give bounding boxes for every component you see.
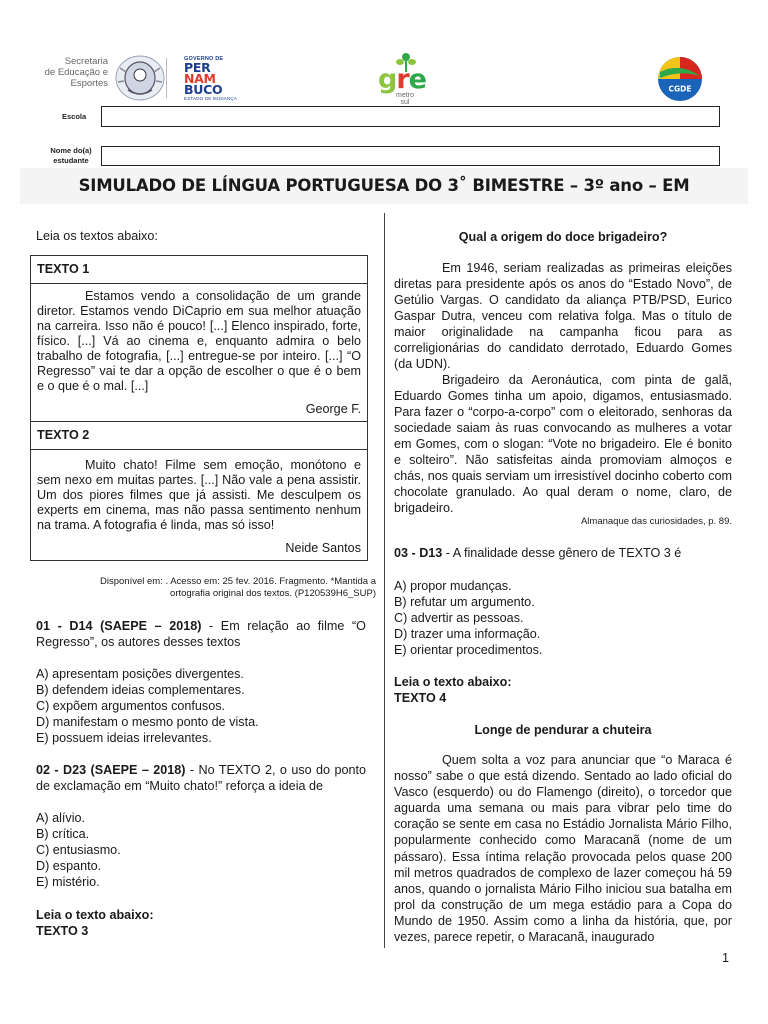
option-b[interactable]: B) defendem ideias complementares. <box>36 683 245 697</box>
question-01-stem: - Em relação ao filme “O Regresso”, os autores desses textos <box>36 619 366 649</box>
texto3-paragraph-2: Brigadeiro da Aeronáutica, com pinta de galã, Eduardo Gomes tinha um apoio, digamos, entusiasmado. Para fazer o “corpo-a-corpo” com o eleitorado, senhoras da sociedade saiam às ruas convocando as mulheres a votar em Gomes, com o slogan: “Vote no brigadeiro. Ele é bonito e solteiro”. Não satisfeitas ainda promoviam almoços e chás, nos quais serviam um irresistível docinho coberto com chocolate granulado. Ao qual deram o nome, claro, de brigadeiro. <box>394 373 732 515</box>
texto3-title: Qual a origem do doce brigadeiro? <box>458 230 668 244</box>
pe-governo-text: GOVERNO DE <box>184 56 224 62</box>
texto3-label: TEXTO 3 <box>36 924 89 938</box>
gre-letter-e: e <box>408 64 426 95</box>
cgde-logo <box>654 56 706 102</box>
option-c[interactable]: C) entusiasmo. <box>36 843 121 857</box>
option-d[interactable]: D) manifestam o mesmo ponto de vista. <box>36 715 259 729</box>
pernambuco-logo <box>184 56 246 101</box>
question-03-stem: - A finalidade desse gênero de TEXTO 3 é <box>442 546 682 560</box>
nome-estudante-field[interactable] <box>101 146 720 166</box>
texto2-heading: TEXTO 2 <box>31 421 367 450</box>
texto1-author: George F. <box>305 402 361 416</box>
seduc-logo <box>36 52 238 104</box>
gre-letter-g: g <box>378 64 397 95</box>
question-03-options <box>394 578 732 658</box>
seduc-logo-text <box>36 56 108 89</box>
option-e[interactable]: E) orientar procedimentos. <box>394 643 543 657</box>
option-e[interactable]: E) possuem ideias irrelevantes. <box>36 731 212 745</box>
seduc-line-1: Secretaria <box>64 56 108 67</box>
source-citation: Disponível em: . Acesso em: 25 fev. 2016. Fragmento. *Mantida a ortografia original dos textos. (P120539H6_SUP) <box>100 576 376 599</box>
texto4-paragraph-1: Quem solta a voz para anunciar que “o Maraca é nosso” sabe o que está dizendo. Sentado ao lado oficial do Vasco (esquerdo) ou do Flamengo (direito), o torcedor que aguarda uma semana ou mais para vibrar pelo time do coração se sente em casa no Estádio Jornalista Mário Filho, popularmente conhecido como Maracanã (nome de um pássaro). Essa íntima relação provocada pelos quase 200 mil metros quadrados de complexo de lazer começou há 59 anos, quando o jornalista Mário Filho iniciou sua batalha em prol da construção de um mega estádio para a Copa do Mundo de 1950. Assim como a linha da história, que, por vezes, parece repetir, o Maracanã, inaugurado <box>394 753 732 945</box>
texto3-paragraph-1: Em 1946, seriam realizadas as primeiras eleições diretas para presidente após os anos do “Estado Novo”, de Getúlio Vargas. O candidato da aliança PTB/PSD, Eurico Gaspar Dutra, venceu com relativa folga. Mas o título de maior originalidade na campanha ficou para as correligionárias do candidato derrotado, Eduardo Gomes (da UDN). <box>394 261 732 371</box>
page-title: SIMULADO DE LÍNGUA PORTUGUESA DO 3˚ BIMESTRE – 3º ano – EM <box>78 176 690 195</box>
option-b[interactable]: B) refutar um argumento. <box>394 595 535 609</box>
texto4-title: Longe de pendurar a chuteira <box>474 723 652 737</box>
texto1-body <box>31 284 367 421</box>
question-02-head: 02 - D23 (SAEPE – 2018) <box>36 763 186 777</box>
option-a[interactable]: A) apresentam posições divergentes. <box>36 667 244 681</box>
option-e[interactable]: E) mistério. <box>36 875 100 889</box>
nome-label-line-1: Nome do(a) <box>50 146 92 155</box>
gre-sub-1: metro <box>396 92 414 99</box>
texto4-label: TEXTO 4 <box>394 691 447 705</box>
leia-texto3 <box>36 907 366 939</box>
question-01-head: 01 - D14 (SAEPE – 2018) <box>36 619 202 633</box>
gre-wordmark <box>378 66 426 94</box>
question-01 <box>36 618 366 650</box>
intro-text: Leia os textos abaixo: <box>36 229 158 243</box>
option-a[interactable]: A) alívio. <box>36 811 85 825</box>
nome-estudante-label <box>46 146 96 166</box>
gre-subtitle <box>396 92 414 106</box>
gre-sub-2: sul <box>400 99 410 106</box>
leia-texto4-line: Leia o texto abaixo: <box>394 675 512 689</box>
pe-estado-text: ESTADO DE MUDANÇA <box>184 96 238 101</box>
texto4-body <box>394 752 732 945</box>
texto1-paragraph: Estamos vendo a consolidação de um grande diretor. Estamos vendo DiCaprio em sua melhor atuação na carreira. Isso não é pouco! [...] Elenco inspirado, forte, físico. [...] Vá ao cinema e, enquanto admira o belo trabalho de fotografia, [...] entregue-se por inteiro. [...] “O Regresso” vai te dar a opção de escolher o que é o bem e o que é o mal. [...] <box>37 289 361 393</box>
question-02-stem: - No TEXTO 2, o uso do ponto de exclamação em “Muito chato!” reforça a ideia de <box>36 763 366 793</box>
leia-texto4 <box>394 674 732 706</box>
question-01-options <box>36 666 366 746</box>
seduc-line-2: de Educação e <box>44 67 108 78</box>
pe-line-3: BUCO <box>184 82 223 97</box>
question-02-options <box>36 810 366 890</box>
texto3-body <box>394 260 732 516</box>
page-number: 1 <box>722 951 730 965</box>
escola-label: Escola <box>62 112 87 121</box>
option-c[interactable]: C) advertir as pessoas. <box>394 611 524 625</box>
gre-letter-r: r <box>396 64 409 95</box>
texto1-box <box>30 255 368 561</box>
seduc-line-3: Esportes <box>70 78 108 89</box>
option-c[interactable]: C) expõem argumentos confusos. <box>36 699 225 713</box>
pe-line-1: PER <box>184 60 211 75</box>
option-a[interactable]: A) propor mudanças. <box>394 579 512 593</box>
cgde-label: CGDE <box>668 84 692 94</box>
texto2-author: Neide Santos <box>285 541 361 555</box>
column-divider <box>384 213 385 948</box>
option-d[interactable]: D) trazer uma informação. <box>394 627 541 641</box>
question-02 <box>36 762 366 794</box>
nome-label-line-2: estudante <box>53 156 89 165</box>
pe-line-2: NAM <box>184 71 216 86</box>
question-03 <box>394 545 732 561</box>
option-b[interactable]: B) crítica. <box>36 827 90 841</box>
crest-icon <box>112 54 176 102</box>
option-d[interactable]: D) espanto. <box>36 859 102 873</box>
texto3-source: Almanaque das curiosidades, p. 89. <box>580 516 732 527</box>
texto2-body <box>31 450 367 560</box>
leia-texto3-line: Leia o texto abaixo: <box>36 908 154 922</box>
question-03-head: 03 - D13 <box>394 546 443 560</box>
gre-logo <box>374 52 438 104</box>
escola-field[interactable] <box>101 106 720 127</box>
cgde-emblem-icon <box>654 56 706 102</box>
texto1-heading: TEXTO 1 <box>31 256 367 284</box>
texto2-paragraph: Muito chato! Filme sem emoção, monótono e sem nexo em muitas partes. [...] Não vale a pena assistir. Um dos piores filmes que já assisti. Me desculpem os experts em cinema, mas não passa sentimento nenhum na trama. A fotografia é linda, mas só isso! <box>37 458 361 532</box>
